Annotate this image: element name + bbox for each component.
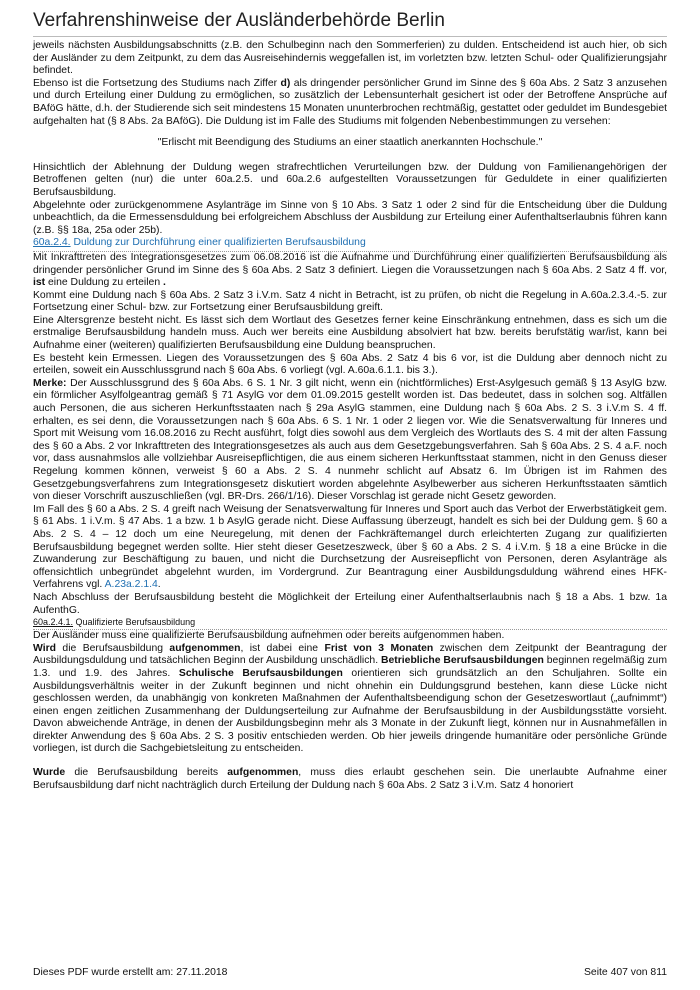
footer-page-number: Seite 407 von 811 <box>584 967 667 978</box>
paragraph: Mit Inkrafttreten des Integrationsgesetzes zum 06.08.2016 ist die Aufnahme und Durchführung einer qualifizierten Berufsausbildung als dringender persönlicher Grund im Sinne des § 60a Abs. 2 Satz 3 definiert. Liegen die Voraussetzungen nach § 60a Abs. 2 Satz 4 ff. vor, ist eine Duldung zu erteilen . <box>33 251 667 289</box>
subsection-heading[interactable] <box>33 617 667 630</box>
paragraph: jeweils nächsten Ausbildungsabschnitts (z.B. den Schulbeginn nach den Sommerferien) zu dulden. Entscheidend ist auch hier, ob sich der Ausländer zu dem Zeitpunkt, zu dem das Ausreisehindernis weggefallen ist, im vorletzten bzw. letzten Schul- oder Qualifizierungsjahr befindet. <box>33 40 667 77</box>
cross-reference-link[interactable]: A.23a.2.1.4 <box>104 579 158 591</box>
paragraph: Ebenso ist die Fortsetzung des Studiums nach Ziffer d) als dringender persönlicher Grund im Sinne des § 60a Abs. 2 Satz 3 anzusehen und durch Erteilung einer Duldung zu ermöglichen, so zusätzlich der Lebensunterhalt gesichert ist oder der Betroffene Ansprüche auf BAföG hätte, d.h. der Studierende sich seit mindestens 15 Monaten ununterbrochen rechtmäßig, gestattet oder geduldet im Bundesgebiet aufgehalten hat (§ 8 Abs. 2a BAföG). Die Duldung ist im Falle des Studiums mit folgenden Nebenbestimmungen zu versehen: <box>33 77 667 127</box>
merke-label: Merke: <box>33 377 67 389</box>
subsection-number-link[interactable]: 60a.2.4.1. <box>33 617 74 628</box>
document-body <box>33 40 667 792</box>
paragraph-merke: Merke: Der Ausschlussgrund des § 60a Abs. 6 S. 1 Nr. 3 gilt nicht, wenn ein (nichtförmliches) Erst-Asylgesuch gemäß § 13 AsylG bzw. ein förmlicher Asylfolgeantrag gemäß § 71 AsylG vor dem 01.09.2015 gestellt worden ist. Das bedeutet, dass in solchen sog. Altfällen auch Personen, die aus sicheren Herkunftsstaaten nach § 29a AsylG stammen, eine Duldung nach § 60a Abs. 2 S. 3 i.V.m S. 4 ff. erhalten, es sei denn, die Voraussetzungen nach § 60a Abs. 6 S. 1 Nr. 1 oder 2 liegen vor. Wie die Senatsverwaltung für Inneres und Sport mit Weisung vom 16.08.2016 zu Recht ausführt, folgt dies sowohl aus dem Vergleich des Wortlauts des S. 4 mit der alten Fassung des § 60 a Abs. 2 vor Inkrafttreten des Integrationsgesetzes als auch aus dem Gesetzgebungsverfahren. Sah § 60a Abs. 2 S. 4 a.F. noch vor, dass ausnahmslos alle vollziehbar Ausreisepflichtigen, die aus einem sicheren Herkunftsstaat stammen, nicht in den Genuss dieser Regelung kommen können, verweist § 60 a Abs. 2 S. 4 nunmehr schlicht auf Absatz 6. Im Übrigen ist im Rahmen des Gesetzgebungsverfahrens zum Integrationsgesetz diskutiert worden abgelehnte Asylbewerber aus sicheren Herkunftsstaaten sämtlich von dieser Vorschrift auszuschließen (vgl. BR-Drs. 266/1/16). Dieser Vorschlag ist gerade nicht Gesetz geworden. <box>33 377 667 503</box>
paragraph: Kommt eine Duldung nach § 60a Abs. 2 Satz 3 i.V.m. Satz 4 nicht in Betracht, ist zu prüfen, ob nicht die Regelung in A.60a.2.3.4.-5. zur Fortsetzung einer Schul- bzw. zur Fortsetzung einer Berufsausbildung greift. <box>33 289 667 314</box>
paragraph: Wurde die Berufsausbildung bereits aufgenommen, muss dies erlaubt geschehen sein. Die unerlaubte Aufnahme einer Berufsausbildung darf nicht nachträglich durch Erteilung der Duldung nach § 60a Abs. 2 Satz 3 i.V.m. Satz 4 honoriert <box>33 767 667 791</box>
footer-created-date: Dieses PDF wurde erstellt am: 27.11.2018 <box>33 967 228 978</box>
page-header-title: Verfahrenshinweise der Ausländerbehörde Berlin <box>33 10 445 31</box>
section-title: Duldung zur Durchführung einer qualifizierten Berufsausbildung <box>70 237 366 249</box>
paragraph: Eine Altersgrenze besteht nicht. Es lässt sich dem Wortlaut des Gesetzes ferner keine Einschränkung entnehmen, dass es sich um die erstmalige Berufsausbildung handeln muss. Auch wer bereits eine Ausbildung absolviert hat bzw. bereits berufstätig war/ist, kann bei Aufnahme einer (weiteren) qualifizierten Berufsausbildung eine Duldung beanspruchen. <box>33 314 667 352</box>
quoted-condition: "Erlischt mit Beendigung des Studiums an einer staatlich anerkannten Hochschule." <box>157 137 543 149</box>
section-number-link[interactable]: 60a.2.4. <box>33 237 71 249</box>
subsection-title: Qualifizierte Berufsausbildung <box>73 617 196 628</box>
paragraph: Hinsichtlich der Ablehnung der Duldung wegen strafrechtlichen Verurteilungen bzw. der Duldung von Familienangehörigen der Betroffenen gelten (nur) die unter 60a.2.5. und 60a.2.6 aufgestellten Voraussetzungen für Geduldete in einer qualifizierten Berufsausbildung. <box>33 161 667 198</box>
paragraph: Nach Abschluss der Berufsausbildung besteht die Möglichkeit der Erteilung einer Aufenthaltserlaubnis nach § 18 a Abs. 1 bzw. 1a AufenthG. <box>33 591 667 616</box>
paragraph: Abgelehnte oder zurückgenommene Asylanträge im Sinne von § 10 Abs. 3 Satz 1 oder 2 sind für die Entscheidung über die Duldung unbeachtlich, da die Ermessensduldung bei erfolgreichem Abschluss der Ausbildung zur Erteilung einer Aufenthaltserlaubnis führen kann (z.B. §§ 18a, 25a oder 25b). <box>33 199 667 236</box>
paragraph: Im Fall des § 60 a Abs. 2 S. 4 greift nach Weisung der Senatsverwaltung für Inneres und Sport auch das Verbot der Erwerbstätigkeit gem. § 61 Abs. 1 i.V.m. § 47 Abs. 1 a bzw. 1 b AsylG gerade nicht. Diese Auffassung überzeugt, handelt es sich bei der Duldung gem. § 60 a Abs. 2 S. 4 – 12 doch um eine Neuregelung, mit denen der Fachkräftemangel durch erleichterten Zugang zur qualifizierten Berufsausbildung begegnet werden sollte. Hier steht dieser Gesetzeszweck, über § 60 a Abs. 2 S. 4 i.V.m. § 18 a eine Brücke in die Zuwanderung zur Beschäftigung zu bauen, und nicht die Durchsetzung der Ausreisepflicht von Personen, deren Asylanträge als offensichtlich unbegründet abgelehnt wurden, im Vordergrund. Zur Beantragung einer Ausbildungsduldung während eines HFK-Verfahrens vgl. A.23a.2.1.4. <box>33 503 667 591</box>
paragraph: Der Ausländer muss eine qualifizierte Berufsausbildung aufnehmen oder bereits aufgenommen haben. <box>33 630 505 642</box>
paragraph: Es besteht kein Ermessen. Liegen des Voraussetzungen des § 60a Abs. 2 Satz 4 bis 6 vor, ist die Duldung aber dennoch nicht zu erteilen, soweit ein Ausschlussgrund nach § 60a Abs. 6 vorliegt (vgl. A.60a.6.1.1. bis 3.). <box>33 352 667 377</box>
section-heading[interactable] <box>33 237 667 252</box>
paragraph: Wird die Berufsausbildung aufgenommen, ist dabei eine Frist von 3 Monaten zwischen dem Zeitpunkt der Beantragung der Ausbildungsduldung und tatsächlichen Beginn der Ausbildung unschädlich. Betriebliche Berufsausbildungen beginnen regelmäßig zum 1.3. und 1.9. des Jahres. Schulische Berufsausbildungen orientieren sich grundsätzlich an den Schuljahren. Sollte ein Ausbildungsverhältnis weiter in der Zukunft beginnen und nicht ohnehin ein Duldungsgrund bestehen, kann diese Lücke nicht geschlossen werden, da unabhängig von konkreten Maßnahmen der Aufenthaltsbeendigung schon der Gesetzeswortlaut („aufnimmt“) einen engen zeitlichen Zusammenhang der Duldungserteilung zur Aufnahme der Berufsausbildung in der Ausbildungsstätte vorsieht. Davon abweichende Anträge, in denen der Ausbildungsbeginn mehr als 3 Monate in der Zukunft liegt, können nur in Ausnahmefällen in direkter Anwendung des § 60a Abs. 2 S. 3 positiv entschieden werden. Ob hier jeweils dringende humanitäre oder persönliche Gründe vorliegen, ist durch die Sachgebietsleitung zu entscheiden. <box>33 642 668 755</box>
header-divider <box>33 36 667 37</box>
